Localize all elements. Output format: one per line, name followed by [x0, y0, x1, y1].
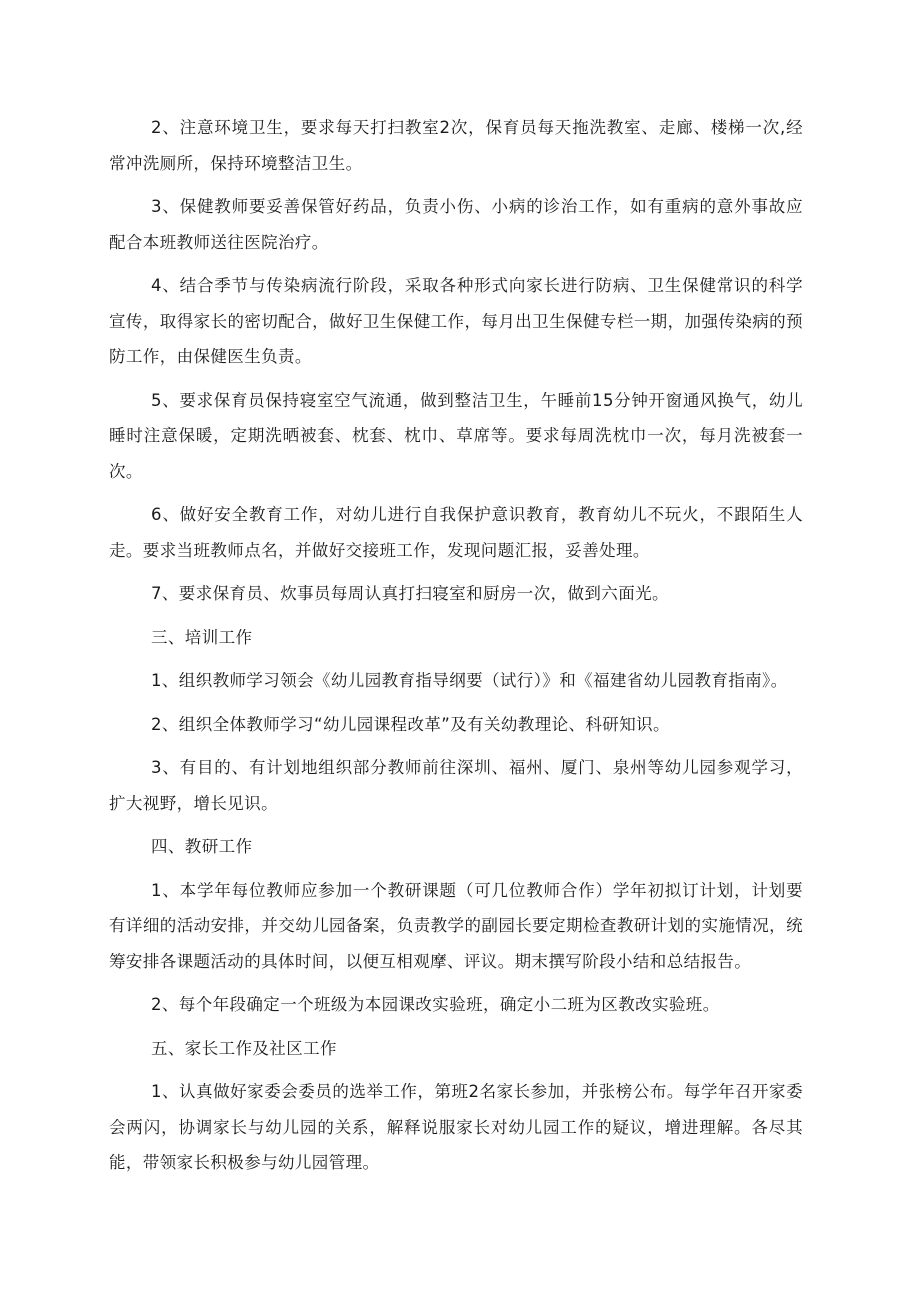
paragraph-hygiene-environment: 2、注意环境卫生，要求每天打扫教室2次，保育员每天拖洗教室、走廊、楼梯一次,经常冲洗厕所，保持环境整洁卫生。 — [109, 118, 803, 173]
paragraph-research-topics: 1、本学年每位教师应参加一个教研课题（可几位教师合作）学年初拟订计划，计划要有详细的活动安排，并交幼儿园备案，负责教学的副园长要定期检查教研计划的实施情况，统筹安排各课题活动的具体时间，以便互相观摩、评议。期末撰写阶段小结和总结报告。 — [109, 880, 803, 971]
paragraph-training-curriculum: 2、组织全体教师学习“幼儿园课程改革”及有关幼教理论、科研知识。 — [151, 714, 670, 734]
paragraph-disease-prevention: 4、结合季节与传染病流行阶段，采取各种形式向家长进行防病、卫生保健常识的科学宣传，取得家长的密切配合，做好卫生保健工作，每月出卫生保健专栏一期，加强传染病的预防工作，由保健医生负责。 — [109, 276, 803, 366]
paragraph-medicine-care: 3、保健教师要妥善保管好药品，负责小伤、小病的诊治工作，如有重病的意外事故应配合本班教师送往医院治疗。 — [109, 197, 803, 252]
paragraph-training-guidelines: 1、组织教师学习领会《幼儿园教育指导纲要（试行）》和《福建省幼儿园教育指南》。 — [151, 671, 788, 690]
section-heading-parents-community: 五、家长工作及社区工作 — [151, 1038, 337, 1058]
paragraph-safety-education: 6、做好安全教育工作，对幼儿进行自我保护意识教育，教育幼儿不玩火，不跟陌生人走。要求当班教师点名，并做好交接班工作，发现问题汇报，妥善处理。 — [109, 505, 803, 560]
document-body — [109, 110, 803, 1189]
paragraph-dormitory-ventilation: 5、要求保育员保持寝室空气流通，做到整洁卫生，午睡前15分钟开窗通风换气，幼儿睡时注意保暖，定期洗晒被套、枕套、枕巾、草席等。要求每周洗枕巾一次，每月洗被套一次。 — [109, 390, 803, 481]
section-heading-research: 四、教研工作 — [151, 837, 253, 856]
paragraph-cleaning-duty: 7、要求保育员、炊事员每周认真打扫寝室和厨房一次，做到六面光。 — [151, 584, 669, 603]
paragraph-research-pilot-class: 2、每个年段确定一个班级为本园课改实验班，确定小二班为区教改实验班。 — [151, 995, 720, 1014]
paragraph-parent-committee: 1、认真做好家委会委员的选举工作，第班2名家长参加，并张榜公布。每学年召开家委会两闪，协调家长与幼儿园的关系，解释说服家长对幼儿园工作的疑议，增进理解。各尽其能，带领家长积极参与幼儿园管理。 — [109, 1082, 803, 1172]
paragraph-training-visits: 3、有目的、有计划地组织部分教师前往深圳、福州、厦门、泉州等幼儿园参观学习，扩大视野，增长见识。 — [109, 758, 803, 813]
section-heading-training: 三、培训工作 — [151, 627, 253, 647]
